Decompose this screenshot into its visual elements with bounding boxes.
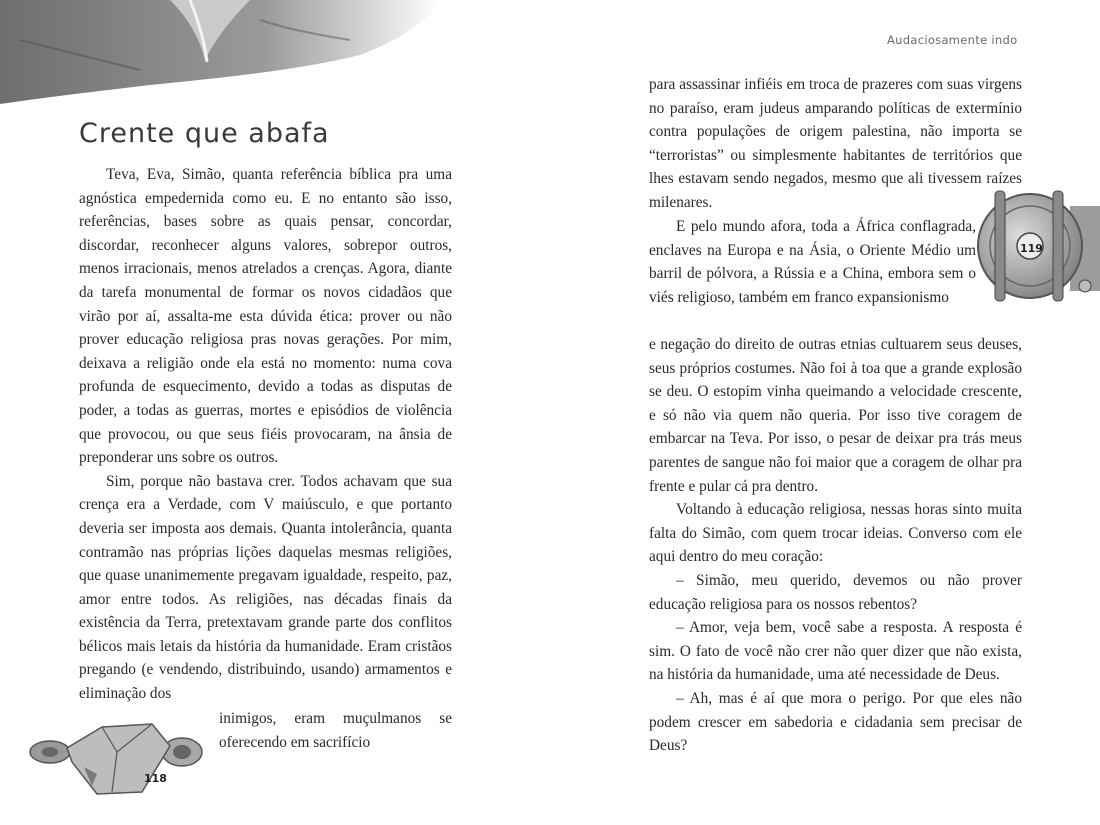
chapter-header-illustration (0, 0, 440, 105)
dialogue-line: – Simão, meu querido, devemos ou não prover educação religiosa para os nossos rebentos? (649, 571, 1022, 613)
right-body-text-c (649, 333, 1022, 758)
paragraph: Voltando à educação religiosa, nessas horas sinto muita falta do Simão, com quem trocar ideias. Converso com ele aqui dentro do meu coração: (649, 501, 1022, 566)
chapter-title: Crente que abafa (79, 118, 330, 149)
page-number-left: 118 (144, 772, 167, 785)
right-body-text-b (649, 215, 976, 309)
paragraph: E pelo mundo afora, toda a África conflagrada, enclaves na Europa e na Ásia, o Oriente Médio um barril de pólvora, a Rússia e a China, embora sem o viés religioso, também em franco expansionismo (649, 218, 976, 306)
running-head: Audaciosamente indo (887, 33, 1018, 47)
left-body-text (79, 163, 452, 706)
dialogue-line: – Ah, mas é aí que mora o perigo. Por que eles não podem crescer em sabedoria e cidadania sem precisar de Deus? (649, 689, 1022, 755)
dialogue-line: – Amor, veja bem, você sabe a resposta. A resposta é sim. O fato de você não crer não quer dizer que não exista, na história da humanidade, uma até necessidade de Deus. (649, 619, 1022, 684)
paragraph-continuation: para assassinar infiéis em troca de prazeres com suas virgens no paraíso, eram judeus amparando políticas de extermínio contra populações de origem palestina, não importa se “terroristas” ou simplesmente habitantes de territórios que lhes estavam sendo negados, mesmo que ali tivessem raízes milenares. (649, 76, 1022, 211)
paragraph: Teva, Eva, Simão, quanta referência bíblica pra uma agnóstica empedernida como eu. E no entanto são isso, referências, bases sobre as quais pensar, concordar, discordar, reconhecer alguns valores, sobrepor outros, menos irracionais, menos atrelados a crenças. Agora, diante da tarefa monumental de formar os novos cidadãos que virão por aí, assalta-me esta dúvida ética: prover ou não prover educação religiosa pras novas gerações. Por mim, deixava a religião onde ela está no momento: numa cova profunda de esquecimento, devido a todas as disputas de poder, a todas as guerras, mortes e episódios de violência que provocou, ou que seus fiéis provocaram, na ânsia de preponderar uns sobre os outros. (79, 166, 452, 467)
paragraph-continuation: e negação do direito de outras etnias cultuarem seus deuses, seus próprios costumes. Não foi à toa que a grande explosão se deu. O estopim vinha queimando a velocidade crescente, e só não via quem não queria. Por isso tive coragem de embarcar na Teva. Por isso, o pesar de deixar pra trás meus parentes de sangue não foi maior que a coragem de olhar pra frente e pular cá pra dentro. (649, 336, 1022, 495)
spaceship-illustration (22, 712, 212, 804)
paragraph-continuation: inimigos, eram muçulmanos se oferecendo em sacrifício (219, 710, 452, 751)
page-number-right: 119 (1020, 242, 1043, 255)
paragraph: Sim, porque não bastava crer. Todos achavam que sua crença era a Verdade, com V maiúsculo, e que portanto deveria ser imposta aos demais. Quanta intolerância, quanta contramão nas próprias lições daquelas mesmas religiões, que quase unanimemente pregavam igualdade, respeito, paz, amor entre todos. As religiões, nas décadas finais da existência da Terra, pretextavam grande parte dos conflitos bélicos mais letais da história da humanidade. Eram cristãos pregando (e vendendo, distribuindo, usando) armamentos e eliminação dos (79, 472, 452, 703)
right-body-text-a (649, 73, 1022, 215)
left-body-text-tail (219, 707, 452, 754)
